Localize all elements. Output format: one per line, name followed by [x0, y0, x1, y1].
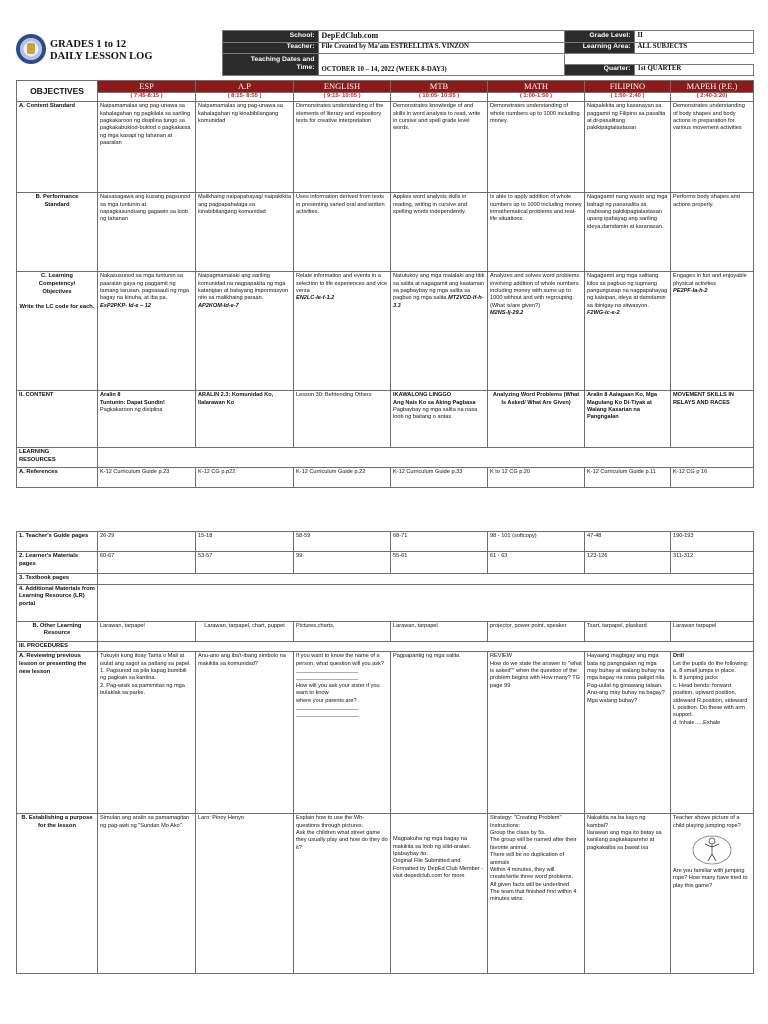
content-english: [294, 391, 391, 448]
logo-cell: [16, 31, 222, 76]
content-standard-row: [17, 102, 754, 193]
ref-ap: K-12 CG p.p22: [196, 468, 294, 488]
procedures-empty: [98, 641, 754, 652]
content-standard-esp: Naipamamalas ang pag-unawa sa kahalagahan ng pagkilala sa sariling pagkakaroon ng disiplina tungo sa pagkakabuklod-buklod o pagkakaisa ng mga kasapi ng tahanan at paaralan: [98, 102, 196, 193]
content-standard-filipino: Naipakikita ang kasanayan sa paggamit ng Filipino sa pasalita at di-pasalitang pakikipagtalastasan: [585, 102, 671, 193]
content-label: II. CONTENT: [17, 391, 98, 448]
lesson-table-top: [16, 80, 753, 488]
reviewing-esp: Tukuyin kung itoay Tama o Mali at isulat ang sagot sa patlang sa papel. 1. Pagsunod sa pila kapag bumibili ng pagkain sa kantina. 2. Pag-wisik sa pamimitas ng mga bulaklak sa parke.: [98, 652, 196, 814]
tg-filipino: 47-48: [585, 532, 671, 552]
content-standard-mtb: Demonstrates knowledge of and skills in word analysis to read, write in cursive and spell grade level words.: [391, 102, 488, 193]
competency-mapeh: [671, 272, 754, 391]
establishing-ap: Laro: Pinoy Henyo: [196, 814, 294, 974]
establishing-mtb: Magpakuha ng mga bagay na makikita sa loob ng silid-aralan. Ipabaybay ito. Original File Submitted and Formatted by DepEd Club Member - visit depedclub.com for more: [391, 814, 488, 974]
competency-label: [17, 272, 98, 391]
lm-english: 99: [294, 552, 391, 574]
textbook-empty: [98, 574, 754, 585]
competency-math: [488, 272, 585, 391]
procedures-row: [17, 641, 754, 652]
competency-english: [294, 272, 391, 391]
content-standard-ap: Naipamamalas ang pag-unawa sa kahalagahan ng kinabibilangang komunidad: [196, 102, 294, 193]
performance-standard-row: [17, 193, 754, 272]
content-ap: [196, 391, 294, 448]
competency-label-line1: C. Learning: [41, 273, 73, 280]
content-mtb: [391, 391, 488, 448]
reviewing-english: If you want to know the name of a person, what question will you ask? ____________________ ____________________ How will you ask your sister if you want to know where your parents are? ____________________ ____________________: [294, 652, 391, 814]
header: [16, 30, 753, 74]
establishing-mapeh: [671, 814, 754, 974]
establishing-english: Explain how to use the Wh-questions through pictures. Ask the children what street game they usually play and how do they do it?: [294, 814, 391, 974]
brand-line2: DAILY LESSON LOG: [50, 51, 153, 63]
ref-mtb: K-12 Curriculum Guide p.33: [391, 468, 488, 488]
content-subtitle: Tuntunin: Dapat Sundin!: [100, 399, 165, 406]
lesson-table-bottom: [16, 531, 753, 974]
mapeh-question: Are you familiar with jumping rope? How many have tried to play this game?: [673, 868, 748, 889]
competency-code: AP2KOM-Id-e-7: [198, 302, 239, 309]
dates-label-line1: Teaching Dates and: [250, 56, 315, 64]
time-mapeh: ( 2:40-3:20): [671, 93, 754, 102]
time-filipino: ( 1:50- 2:40 ): [585, 93, 671, 102]
reviewing-ap: Anu-ano ang iba't-ibang simbolo na makikita sa komunidad?: [196, 652, 294, 814]
teacher-label: Teacher:: [222, 42, 318, 53]
tg-esp: 26-29: [98, 532, 196, 552]
deped-seal-icon: [16, 34, 46, 64]
ref-esp: K-12 Curriculum Guide p.23: [98, 468, 196, 488]
competency-ap: [196, 272, 294, 391]
tg-math: 98 - 101 (softcopy): [488, 532, 585, 552]
content-title: IKAWALONG LINGGO: [393, 392, 452, 399]
time-mtb: ( 10:05- 10:55 ): [391, 93, 488, 102]
procedures-label: III. PROCEDURES: [17, 641, 98, 652]
resources-label-line1: LEARNING: [19, 449, 50, 456]
performance-ap: Malikhaing naipapahayag/ naipakikita ang pagpapahalaga sa kinabibilangang komunidad: [196, 193, 294, 272]
performance-esp: Naisasagawa ang kusang pagsunod sa mga tuntunin at napagkasunduang gagawin sa loob ng tahanan: [98, 193, 196, 272]
dates-label-line2: Time:: [296, 64, 315, 72]
grade-value: II: [634, 31, 753, 43]
reviewing-label: A. Reviewing previous lesson or presenting the new lesson: [17, 652, 98, 814]
references-row: [17, 468, 754, 488]
reviewing-filipino: Hayaang magbigay ang mga bata ng pangngalan ng mga may buhay at walang buhay na mga bagay na nasa paligid nila. Pag-uulat ng ginawang talaan. Anu-ang may buhay na bagay? Mga walang buhay?: [585, 652, 671, 814]
competency-esp: [98, 272, 196, 391]
subject-esp: ESP: [98, 81, 196, 93]
establishing-math: Strategy: "Creating Problem" Instructions: Group the class by 5s. The group will be named after their favorite animal. There will be no duplication of animals Within 4 minutes, they will create/write three word problems. All given facts will be underlined The team that finished first within 4 minutes wins.: [488, 814, 585, 974]
establishing-row: [17, 814, 754, 974]
lm-esp: 60-67: [98, 552, 196, 574]
or-esp: Larawan, tarpapel: [98, 621, 196, 641]
content-title: Aralin 8: [100, 392, 121, 399]
jump-rope-child-icon: [690, 832, 734, 866]
subject-mtb: MTB: [391, 81, 488, 93]
competency-row: [17, 272, 754, 391]
competency-mtb: [391, 272, 488, 391]
performance-filipino: Nagagamit nang wasto ang mga bahagi ng pananalita sa mabisang pakikipagtalastasan upang ipahayag ang sariling ideya,damdamin at karanasan.: [585, 193, 671, 272]
competency-text: Engages in fun and enjoyable physical activities: [673, 273, 747, 287]
tg-mapeh: 190-193: [671, 532, 754, 552]
learners-materials-label: 2. Learner's Materials pages: [17, 552, 98, 574]
establishing-esp: Simulan ang aralin sa pamamagitan ng pag-awit ng "Sundan Mo Ako".: [98, 814, 196, 974]
lm-mtb: 55-61: [391, 552, 488, 574]
header-spacer: [564, 53, 634, 64]
additional-empty: [98, 584, 754, 621]
procedures-table: [16, 531, 754, 974]
textbook-label: 3. Textbook pages: [17, 574, 98, 585]
area-value: ALL SUBJECTS: [634, 42, 753, 53]
lm-mapeh: 311-312: [671, 552, 754, 574]
brand-title: [50, 39, 153, 64]
or-english: Pictures,charts,: [294, 621, 391, 641]
resources-empty: [98, 448, 754, 468]
competency-text: Natutukoy ang mga malalaki ang titik sa salita at nagagamit ang kaalaman sa pagbaybay ng mga salita sa pagbuo ng mga salita: [393, 273, 485, 302]
school-value: DepEdClub.com: [318, 31, 564, 43]
additional-row: [17, 584, 754, 621]
reviewing-math: REVIEW How do we state the answer to "what is asked"" when the question of the problem begins with How many? TG page 99: [488, 652, 585, 814]
time-english: ( 9:15- 10:05 ): [294, 93, 391, 102]
competency-code: EsP2PKP- Id-e – 12: [100, 302, 151, 309]
subject-math: MATH: [488, 81, 585, 93]
lm-ap: 53-57: [196, 552, 294, 574]
grade-label: Grade Level:: [564, 31, 634, 43]
quarter-value: 1st QUARTER: [634, 64, 753, 75]
reviewing-mapeh: [671, 652, 754, 814]
school-label: School:: [222, 31, 318, 43]
mapeh-teacher-shows: Teacher shows picture of a child playing jumping rope?: [673, 815, 741, 829]
tg-ap: 15-18: [196, 532, 294, 552]
teacher-value: File Created by Ma'am ESTRELLITA S. VINZON: [318, 42, 564, 53]
competency-code: F2WG-Ic-e-2: [587, 310, 620, 317]
establishing-filipino: Nakakita na ba kayo ng kambal? Ilarawan ang mga ito batay sa kanilang pagkakapareho at pagkakaiba sa bawat isa: [585, 814, 671, 974]
time-math: ( 1:00-1:50 ): [488, 93, 585, 102]
subject-english: ENGLISH: [294, 81, 391, 93]
lm-filipino: 123-126: [585, 552, 671, 574]
objectives-table: [16, 80, 754, 488]
quarter-label: Quarter:: [564, 64, 634, 75]
performance-mapeh: Performs body shapes and actions properly.: [671, 193, 754, 272]
tg-english: 58-59: [294, 532, 391, 552]
references-label: A. References: [17, 468, 98, 488]
area-label: Learning Area:: [564, 42, 634, 53]
or-ap: Larawan, tarpapel, chart, puppet: [196, 621, 294, 641]
content-detail: Pagbaybay ng mga salita na nasa loob ng baitang o antas: [393, 406, 478, 421]
competency-label-line3: Objectives: [42, 288, 72, 295]
content-esp: [98, 391, 196, 448]
or-math: projector, power point, speaker: [488, 621, 585, 641]
content-row: [17, 391, 754, 448]
header-spacer: [634, 53, 753, 64]
content-mapeh: MOVEMENT SKILLS IN RELAYS AND RACES: [671, 391, 754, 448]
textbook-row: [17, 574, 754, 585]
ref-filipino: K-12 Curriculum Guide p.11: [585, 468, 671, 488]
reviewing-row: [17, 652, 754, 814]
drill-title: Drill: [673, 653, 684, 660]
tg-mtb: 68-71: [391, 532, 488, 552]
competency-text: Nagagamit ang mga salitang kilos sa pagbuo ng tugmang pangungusap na nagpapahayag ng kaisipan, ideya at damdamin sa ibinigay na sitwasyon.: [587, 273, 668, 309]
content-detail: Lesson 30: Befriending Others: [296, 392, 372, 399]
competency-filipino: [585, 272, 671, 391]
resources-label: [17, 448, 98, 468]
competency-code: M2NS-Ij-29.2: [490, 310, 524, 317]
reviewing-mtb: Pagpapantig ng mga salita: [391, 652, 488, 814]
content-standard-mapeh: Demonstrates understanding of body shapes and body actions in preparation for various movement activities: [671, 102, 754, 193]
subject-filipino: FILIPINO: [585, 81, 671, 93]
performance-label-line2: Standard: [44, 201, 70, 208]
other-resources-row: [17, 621, 754, 641]
dates-label: [222, 53, 318, 75]
other-resources-label: B. Other Learning Resource: [17, 621, 98, 641]
competency-text: Naipagmamalaki ang sariling komunidad na nagpapakita ng mga katangian at batayang impormasyon nito sa malikhaing paraan.: [198, 273, 289, 302]
content-standard-label: A. Content Standard: [17, 102, 98, 193]
or-mapeh: Larawan tarpapel: [671, 621, 754, 641]
subject-mapeh: MAPEH (P.E.): [671, 81, 754, 93]
content-math: Analyzing Word Problems (What Is Asked/ What Are Given): [488, 391, 585, 448]
learners-materials-row: [17, 552, 754, 574]
performance-mtb: Applies word analysis skills in reading, writing in cursive and spelling words independently.: [391, 193, 488, 272]
brand-line1: GRADES 1 to 12: [50, 38, 127, 50]
time-ap: ( 8:15- 8:55 ): [196, 93, 294, 102]
performance-math: Is able to apply addition of whole numbers up to 1000 including money inmathematical problems and real-life situations.: [488, 193, 585, 272]
performance-english: Uses information derived from texts in presenting varied oral and written activities.: [294, 193, 391, 272]
performance-label-line1: B. Performance: [35, 194, 79, 201]
resources-label-line2: RESOURCES: [19, 456, 56, 463]
content-standard-math: Demonstrates understanding of whole numbers up to 1000 including money.: [488, 102, 585, 193]
content-subtitle: Ang Nais Ko sa Aking Pagbasa: [393, 399, 476, 406]
content-detail: Pagkakaroon ng disiplina: [100, 406, 163, 413]
or-mtb: Larawan, tarpapel: [391, 621, 488, 641]
establishing-label: B. Establishing a purpose for the lesson: [17, 814, 98, 974]
teachers-guide-row: [17, 532, 754, 552]
teachers-guide-label: 1. Teacher's Guide pages: [17, 532, 98, 552]
content-title: ARALIN 2.3: Komunidad Ko, Ilalarawan Ko: [198, 392, 274, 406]
performance-standard-label: [17, 193, 98, 272]
competency-text: Nakasusunod sa mga tuntunin sa paaralan gaya ng paggamit ng tamang tarusan, pagsasauli ng mga bagay na kinuha, at iba pa.: [100, 273, 189, 302]
ref-english: K-12 Curriculum Guide p.22: [294, 468, 391, 488]
ref-mapeh: K-12 CG p 16: [671, 468, 754, 488]
competency-code: MT2VCD-If-h-3.3: [393, 295, 484, 309]
dates-value: OCTOBER 10 – 14, 2022 (WEEK 8-DAY3): [318, 53, 564, 75]
lm-math: 61 - 63: [488, 552, 585, 574]
or-filipino: Tsart, tarpapel, plaskard: [585, 621, 671, 641]
time-esp: ( 7:45-8:15 ): [98, 93, 196, 102]
competency-text: Relate information and events in a selection to life experiences and vice versa: [296, 273, 388, 294]
ref-math: K to 12 CG p.20: [488, 468, 585, 488]
competency-code: EN2LC-Ie-f-1.2: [296, 295, 335, 302]
competency-label-line2: Competency/: [38, 280, 76, 287]
competency-code: PE2PF-Ia-h-2: [673, 287, 708, 294]
objectives-label: OBJECTIVES: [17, 81, 98, 102]
additional-label: 4. Additional Materials from Learning Resource (LR) portal: [17, 584, 98, 621]
subject-ap: A.P: [196, 81, 294, 93]
competency-text: Analyzes and solves word problems involving addition of whole numbers including money with sums up to 1000 without and with regrouping. (What is/are given?): [490, 273, 580, 309]
content-filipino: Aralin 8 Aalagaan Ko, Mga Magulang Ko Di-Tiyak at Walang Kasarian na Pangngalan: [585, 391, 671, 448]
competency-label-note: Write the LC code for each.: [19, 303, 95, 310]
resources-row: [17, 448, 754, 468]
drill-text: Let the pupils do the following: a. 8 small jumps in place. b. 8 jumping jacks c. Head bends: forward position, upward position, sideward R.position, sideward L position. Do these with arm support. d. Inhale…..Exhale: [673, 660, 749, 726]
header-table: [16, 30, 754, 76]
content-standard-english: Demonstrates understanding of the elements of literary and expository texts for creative interpretation: [294, 102, 391, 193]
